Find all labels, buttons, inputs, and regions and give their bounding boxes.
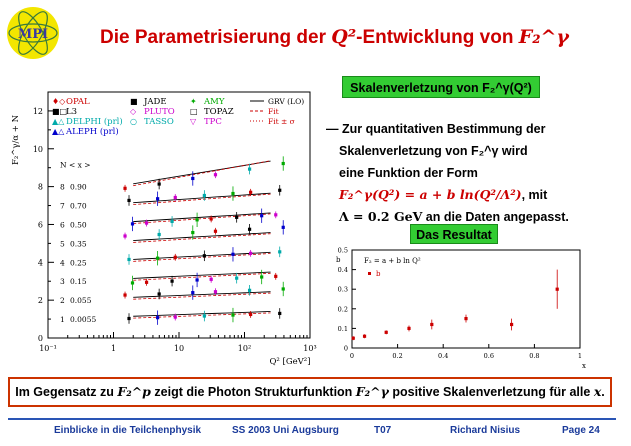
b-point bbox=[407, 327, 410, 330]
y-tick-label: 6 bbox=[37, 220, 43, 230]
legend-entry: TOPAZ bbox=[204, 107, 234, 117]
legend-entry: AMY bbox=[204, 97, 225, 107]
title-f2: F₂^γ bbox=[518, 26, 569, 48]
data-point bbox=[156, 316, 159, 319]
bin-label-x: 0.50 bbox=[70, 220, 87, 230]
legend-marker: ▲△ bbox=[52, 117, 65, 126]
bin-label-x: 0.25 bbox=[70, 258, 87, 268]
data-point bbox=[158, 292, 161, 295]
data-point bbox=[174, 256, 177, 259]
conclusion-f2p: F₂^p bbox=[117, 384, 151, 399]
data-point bbox=[278, 250, 281, 253]
small-x-tick-label: 1 bbox=[577, 352, 583, 360]
x-tick-label: 10 bbox=[173, 344, 185, 353]
bin-label-x: 0.35 bbox=[70, 239, 87, 249]
data-point bbox=[131, 222, 134, 225]
data-point bbox=[195, 218, 198, 221]
conclusion-d: . bbox=[601, 385, 605, 399]
title-prefix: Die Parametrisierung der bbox=[100, 27, 332, 48]
x-axis-label: Q² [GeV²] bbox=[269, 357, 311, 367]
data-point bbox=[282, 226, 285, 229]
legend-entry: Fit bbox=[268, 107, 279, 116]
data-point bbox=[248, 289, 251, 292]
data-point bbox=[131, 281, 134, 284]
small-y-axis-label: b bbox=[336, 256, 341, 264]
y-tick-label: 10 bbox=[32, 144, 43, 154]
data-point bbox=[249, 252, 252, 255]
legend-entry: L3 bbox=[66, 107, 78, 117]
legend-entry: OPAL bbox=[66, 97, 90, 107]
b-point bbox=[430, 323, 433, 326]
data-point bbox=[210, 278, 213, 281]
legend-entry: DELPHI (prl) bbox=[66, 117, 123, 127]
small-x-axis-label: x bbox=[582, 362, 586, 370]
y-tick-label: 4 bbox=[37, 258, 43, 268]
legend-marker: □ bbox=[190, 107, 198, 116]
legend-marker: ■□ bbox=[52, 107, 68, 116]
title-q2: Q² bbox=[331, 26, 357, 48]
data-point bbox=[174, 196, 177, 199]
data-point bbox=[278, 312, 281, 315]
legend-entry: TPC bbox=[204, 117, 222, 127]
data-point bbox=[260, 214, 263, 217]
x-tick-label: 10³ bbox=[303, 344, 317, 353]
conclusion-f2g: F₂^γ bbox=[355, 384, 389, 399]
bin-label-n: 8 bbox=[60, 182, 65, 192]
bin-label-n: 3 bbox=[60, 277, 65, 287]
legend-entry: Fit ± σ bbox=[268, 117, 295, 126]
data-point bbox=[214, 173, 217, 176]
bin-label-n: 6 bbox=[60, 220, 65, 230]
data-point bbox=[156, 257, 159, 260]
small-x-tick-label: 0.2 bbox=[392, 352, 403, 360]
legend-entry: PLUTO bbox=[144, 107, 175, 117]
legend-marker: ◇ bbox=[130, 107, 137, 116]
data-point bbox=[274, 213, 277, 216]
data-point bbox=[158, 182, 161, 185]
data-point bbox=[170, 280, 173, 283]
fit-formula: F₂^γ(Q²) = a + b ln(Q²/Λ²) bbox=[339, 187, 522, 202]
data-point bbox=[248, 167, 251, 170]
legend-marker: ▲△ bbox=[52, 127, 65, 136]
desc-line-5: an die Daten angepasst. bbox=[422, 210, 569, 224]
legend-marker: ○ bbox=[130, 117, 137, 126]
data-point bbox=[214, 230, 217, 233]
footer-course: Einblicke in die Teilchenphysik bbox=[54, 425, 202, 436]
legend-entry: GRV (LO) bbox=[268, 97, 305, 106]
desc-line-3: eine Funktion der Form bbox=[339, 166, 478, 180]
footer-author: Richard Nisius bbox=[450, 425, 521, 436]
conclusion-b: zeigt die Photon Strukturfunktion bbox=[150, 385, 356, 399]
desc-line-1: — Zur quantitativen Bestimmung der bbox=[326, 122, 546, 136]
b-point bbox=[352, 337, 355, 340]
small-legend-marker bbox=[368, 272, 371, 275]
bins-header: N < x > bbox=[60, 160, 91, 170]
formula-suffix: , mit bbox=[521, 188, 548, 202]
footer-term: SS 2003 Uni Augsburg bbox=[232, 425, 339, 436]
small-chart-title: F₂ = a + b ln Q² bbox=[364, 257, 421, 265]
conclusion-a: Im Gegensatz zu bbox=[15, 385, 118, 399]
conclusion-x: x bbox=[593, 384, 602, 399]
data-point bbox=[278, 189, 281, 192]
bin-label-x: 0.055 bbox=[70, 296, 92, 306]
small-y-tick-label: 0 bbox=[343, 344, 348, 353]
bin-label-n: 4 bbox=[60, 258, 65, 268]
fit-curve bbox=[133, 214, 270, 224]
fit-curve bbox=[133, 273, 270, 280]
data-point bbox=[170, 220, 173, 223]
grv-curve bbox=[133, 213, 270, 222]
data-point bbox=[282, 287, 285, 290]
data-point bbox=[248, 228, 251, 231]
data-point bbox=[123, 234, 126, 237]
b-point bbox=[385, 331, 388, 334]
data-point bbox=[249, 191, 252, 194]
data-point bbox=[158, 233, 161, 236]
small-y-tick-label: 0.1 bbox=[337, 324, 348, 333]
conclusion-c: positive Skalenverletzung für alle bbox=[388, 385, 594, 399]
bin-label-n: 5 bbox=[60, 239, 65, 249]
bin-label-x: 0.70 bbox=[70, 201, 87, 211]
data-point bbox=[203, 254, 206, 257]
b-point bbox=[464, 317, 467, 320]
small-y-tick-label: 0.4 bbox=[337, 266, 348, 275]
legend-entry: ALEPH (prl) bbox=[66, 127, 119, 137]
y-tick-label: 0 bbox=[37, 334, 43, 343]
y-tick-label: 12 bbox=[32, 106, 43, 116]
data-point bbox=[191, 177, 194, 180]
lambda-value: Λ = 0.2 GeV bbox=[339, 209, 423, 224]
data-point bbox=[203, 194, 206, 197]
data-point bbox=[231, 313, 234, 316]
data-point bbox=[203, 314, 206, 317]
bin-label-x: 0.15 bbox=[70, 277, 87, 287]
data-point bbox=[156, 197, 159, 200]
data-point bbox=[231, 253, 234, 256]
bin-label-n: 7 bbox=[60, 201, 65, 211]
small-x-tick-label: 0 bbox=[349, 352, 355, 360]
y-tick-label: 2 bbox=[37, 296, 43, 306]
data-point bbox=[123, 187, 126, 190]
data-point bbox=[282, 162, 285, 165]
b-point bbox=[556, 288, 559, 291]
page-title bbox=[100, 26, 620, 49]
x-tick-label: 1 bbox=[110, 344, 117, 353]
data-point bbox=[274, 275, 277, 278]
f2-q2-chart bbox=[0, 80, 326, 370]
small-x-tick-label: 0.4 bbox=[438, 352, 449, 360]
conclusion-box bbox=[8, 377, 612, 407]
desc-line-2: Skalenverletzung von F₂^γ wird bbox=[339, 144, 528, 158]
footer-code: T07 bbox=[374, 425, 392, 436]
data-point bbox=[235, 216, 238, 219]
data-point bbox=[210, 217, 213, 220]
grv-curve bbox=[133, 193, 270, 203]
data-point bbox=[127, 258, 130, 261]
data-point bbox=[231, 192, 234, 195]
title-middle: -Entwicklung von bbox=[356, 27, 519, 48]
data-point bbox=[145, 281, 148, 284]
fit-curve bbox=[133, 234, 270, 243]
resultat-box: Das Resultat bbox=[410, 224, 498, 244]
skalenverletzung-box: Skalenverletzung von F₂^γ(Q²) bbox=[342, 76, 540, 98]
grv-curve bbox=[133, 272, 270, 278]
y-tick-label: 8 bbox=[37, 182, 43, 192]
b-vs-x-chart bbox=[330, 244, 600, 374]
legend-marker: ♦◇ bbox=[52, 97, 66, 106]
data-point bbox=[195, 278, 198, 281]
data-point bbox=[174, 315, 177, 318]
data-point bbox=[260, 275, 263, 278]
data-point bbox=[191, 231, 194, 234]
data-point bbox=[191, 291, 194, 294]
legend-marker: ✦ bbox=[190, 97, 197, 106]
fit-curve bbox=[133, 194, 270, 204]
data-point bbox=[235, 277, 238, 280]
footer-rule bbox=[8, 418, 616, 420]
b-point bbox=[510, 323, 513, 326]
bin-label-n: 2 bbox=[60, 296, 65, 306]
x-tick-label: 10² bbox=[237, 344, 252, 353]
small-x-tick-label: 0.8 bbox=[529, 352, 540, 360]
legend-marker: ▽ bbox=[190, 117, 197, 126]
data-point bbox=[214, 290, 217, 293]
bin-label-x: 0.90 bbox=[70, 182, 87, 192]
small-legend-entry: b bbox=[376, 270, 381, 278]
small-x-tick-label: 0.6 bbox=[483, 352, 494, 360]
data-point bbox=[249, 313, 252, 316]
small-y-tick-label: 0.3 bbox=[337, 285, 348, 294]
data-point bbox=[145, 221, 148, 224]
bin-label-n: 1 bbox=[60, 315, 65, 325]
small-y-tick-label: 0.2 bbox=[337, 305, 348, 314]
legend-marker: ■ bbox=[130, 97, 138, 106]
description-text bbox=[326, 118, 626, 228]
data-point bbox=[127, 317, 130, 320]
mpi-logo bbox=[5, 5, 61, 61]
b-point bbox=[363, 335, 366, 338]
x-tick-label: 10⁻¹ bbox=[39, 344, 57, 353]
legend-entry: TASSO bbox=[144, 117, 174, 127]
data-point bbox=[127, 199, 130, 202]
bin-label-x: 0.0055 bbox=[70, 315, 97, 325]
small-y-tick-label: 0.5 bbox=[337, 246, 348, 255]
y-axis-label: F₂^γ/α + N bbox=[11, 114, 21, 166]
data-point bbox=[123, 293, 126, 296]
footer-page: Page 24 bbox=[562, 425, 600, 436]
legend-entry: JADE bbox=[144, 97, 167, 107]
logo-text: MPI bbox=[17, 27, 49, 42]
